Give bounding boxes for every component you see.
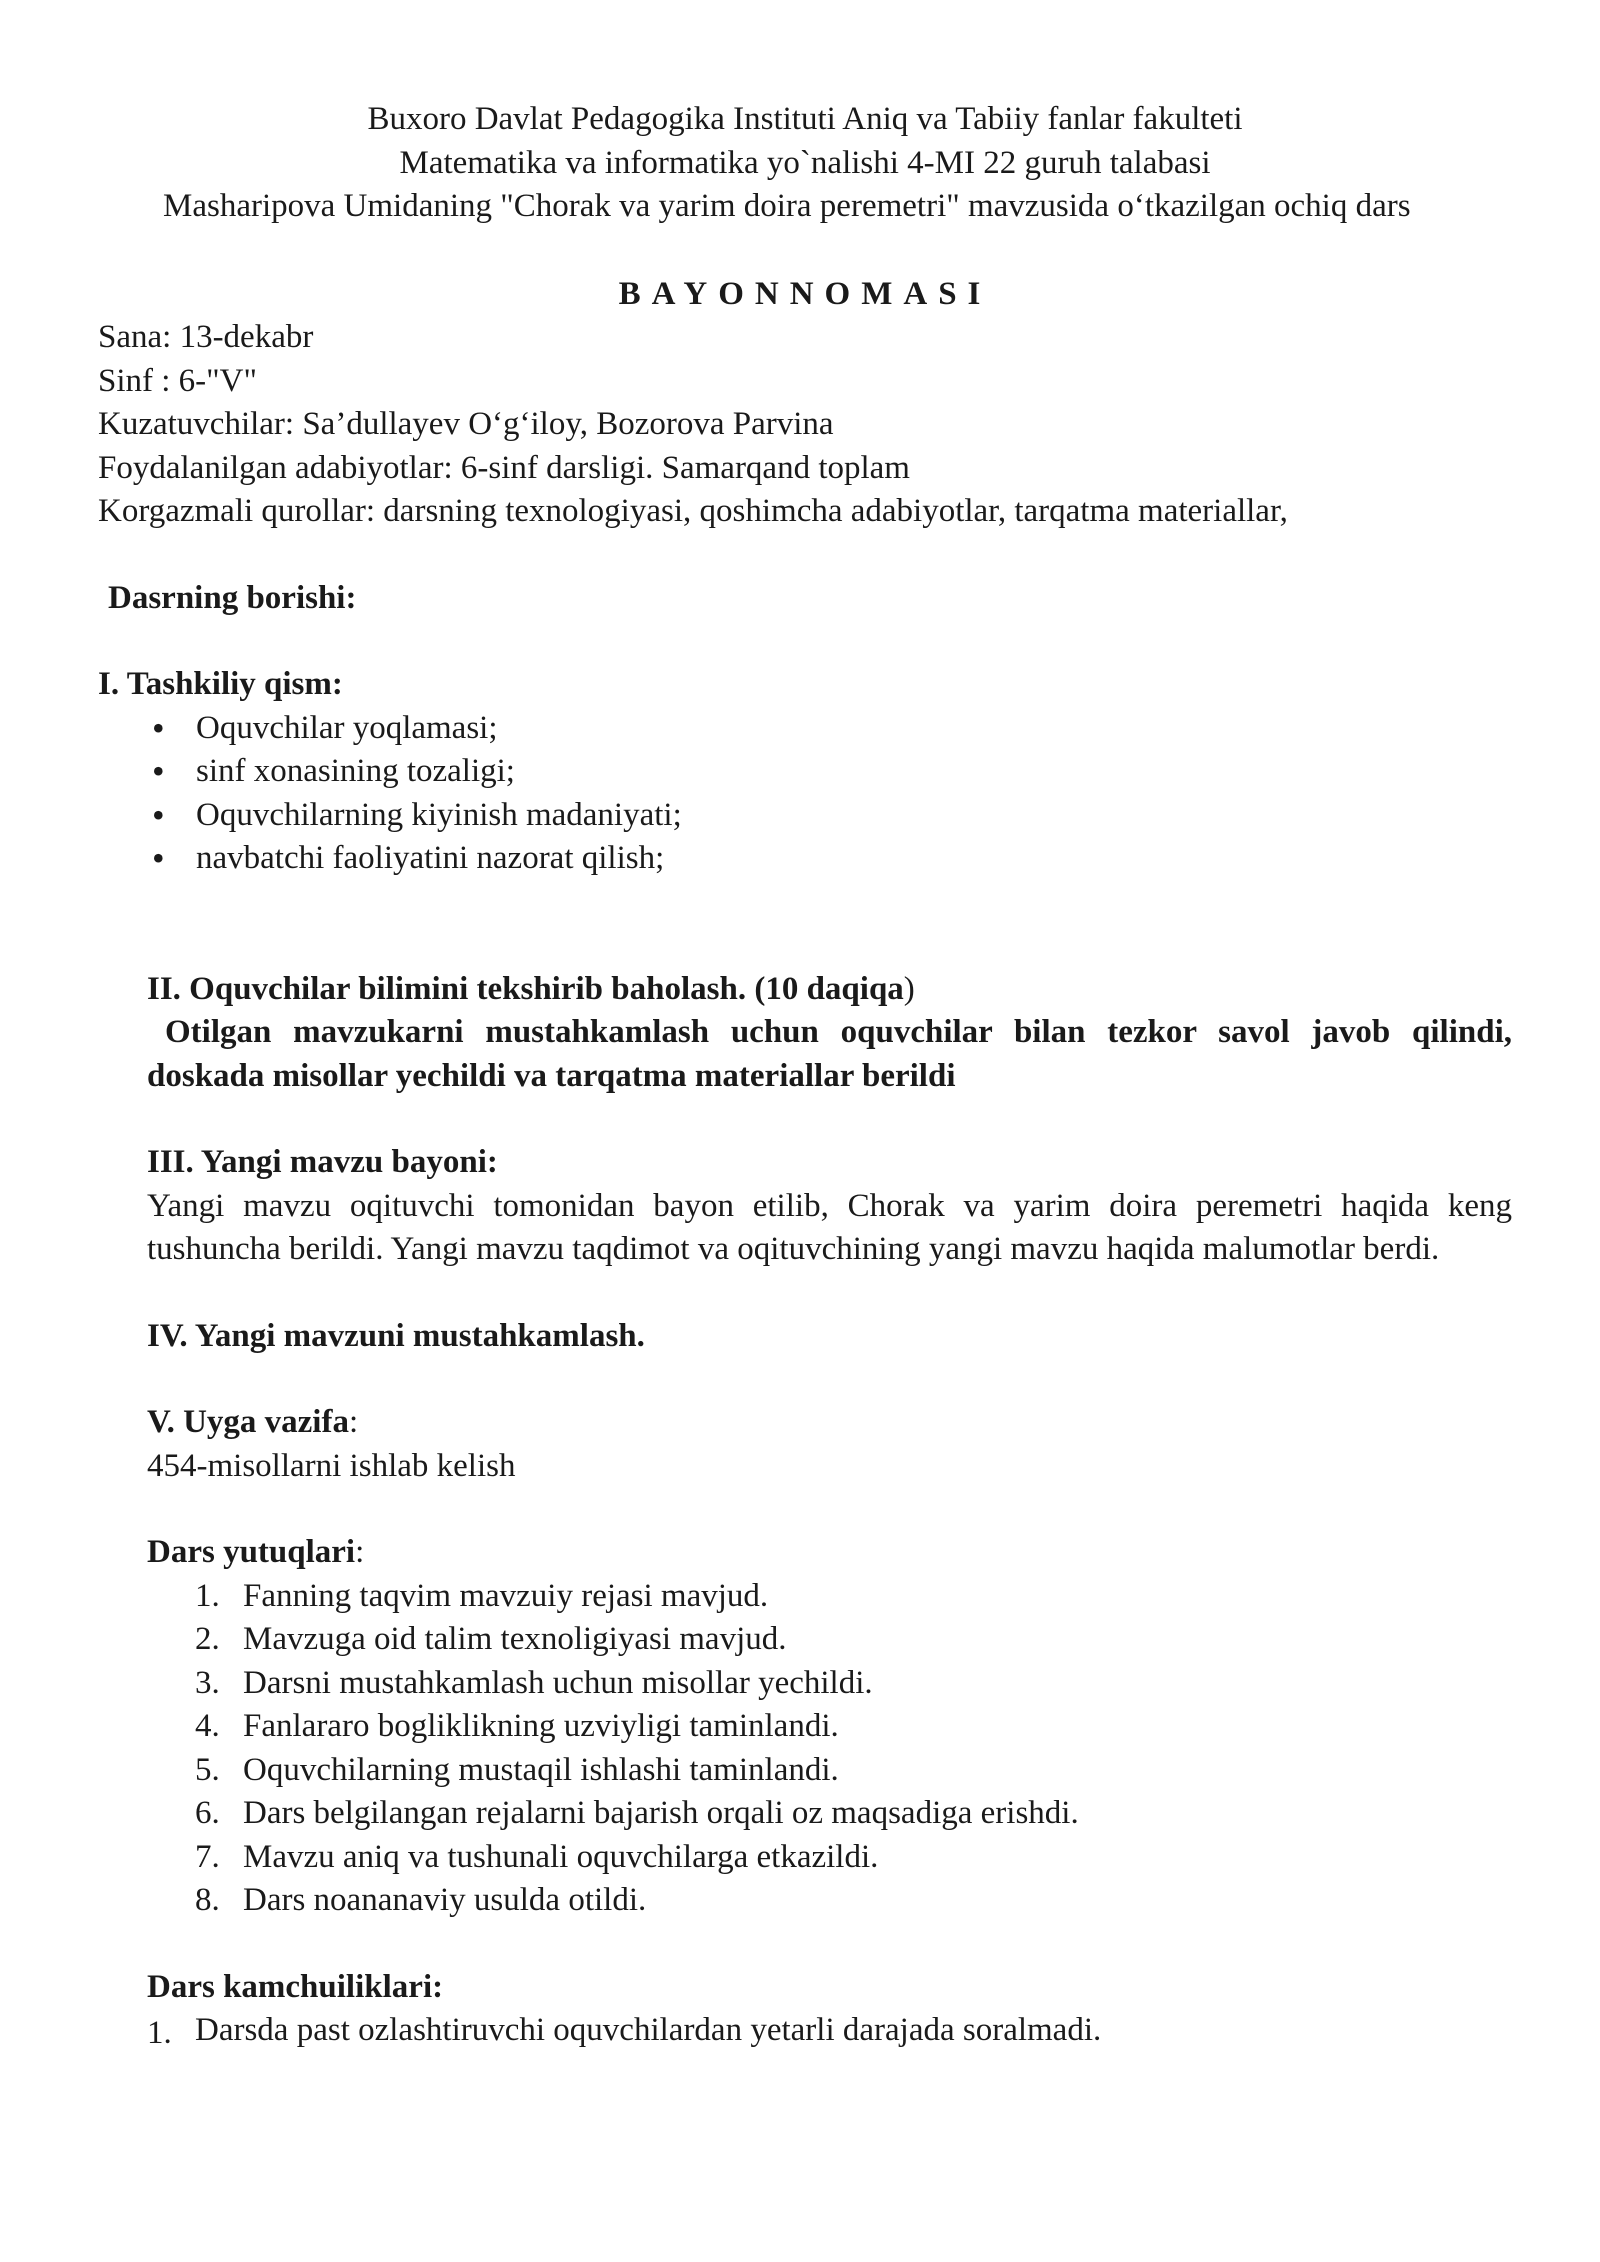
list-item-text: Dars noananaviy usulda otildi. bbox=[243, 1882, 647, 1918]
document-title: BAYONNOMASI bbox=[618, 275, 992, 312]
section1-heading: I. Tashkiliy qism: bbox=[98, 666, 343, 702]
section5-body: 454-misollarni ishlab kelish bbox=[147, 1447, 516, 1484]
list-item-number: 8. bbox=[195, 1882, 220, 1918]
info-class: Sinf : 6-"V" bbox=[98, 362, 257, 399]
achievements-heading-text: Dars yutuqlari bbox=[147, 1534, 356, 1570]
section5-heading-colon: : bbox=[348, 1404, 359, 1440]
list-item-number: 2. bbox=[195, 1621, 220, 1657]
list-item-text: Darsni mustahkamlash uchun misollar yechildi. bbox=[243, 1664, 873, 1701]
section2-body: Otilgan mavzukarni mustahkamlash uchun oquvchilar bilan tezkor savol javob qilindi, doskada misollar yechildi va tarqatma materiallar berildi bbox=[147, 1014, 1512, 1094]
list-item: • navbatchi faoliyatini nazorat qilish; bbox=[152, 837, 1512, 881]
info-literature: Foydalanilgan adabiyotlar: 6-sinf darsligi. Samarqand toplam bbox=[98, 449, 910, 486]
section2-heading bbox=[98, 968, 1512, 1012]
section1-list bbox=[98, 707, 1512, 881]
info-observers: Kuzatuvchilar: Sa’dullayev O‘g‘iloy, Bozorova Parvina bbox=[98, 406, 834, 442]
section4-heading: IV. Yangi mavzuni mustahkamlash. bbox=[147, 1317, 645, 1354]
list-item-number: 1. bbox=[195, 1577, 220, 1614]
list-item-text: Fanlararo bogliklikning uzviyligi taminlandi. bbox=[243, 1708, 839, 1744]
section2-heading-close: ) bbox=[903, 970, 915, 1007]
shortcomings-item bbox=[98, 2009, 1512, 2053]
list-item-text: Mavzuga oid talim texnoligiyasi mavjud. bbox=[243, 1621, 787, 1657]
header-student-group: Matematika va informatika yo`nalishi 4-MI 22 guruh talabasi bbox=[399, 144, 1211, 181]
list-item-number: 3. bbox=[195, 1664, 220, 1701]
achievements-list bbox=[98, 1575, 1512, 1923]
list-item bbox=[195, 1836, 1512, 1880]
list-item-text: Mavzu aniq va tushunali oquvchilarga etkazildi. bbox=[243, 1838, 879, 1875]
achievements-heading bbox=[98, 1531, 1512, 1575]
info-materials: Korgazmali qurollar: darsning texnologiyasi, qoshimcha adabiyotlar, tarqatma materiallar, bbox=[98, 493, 1288, 529]
lesson-heading: Dasrning borishi: bbox=[108, 579, 357, 616]
list-item bbox=[195, 1618, 1512, 1662]
section3-body: Yangi mavzu oqituvchi tomonidan bayon etilib, Chorak va yarim doira peremetri haqida keng tushuncha berildi. Yangi mavzu taqdimot va oqituvchining yangi mavzu haqida malumotlar berdi. bbox=[147, 1187, 1512, 1267]
section5-heading bbox=[98, 1401, 1512, 1445]
list-item bbox=[195, 1749, 1512, 1793]
list-item bbox=[195, 1662, 1512, 1706]
shortcomings-heading: Dars kamchuiliklari: bbox=[147, 1968, 444, 2005]
list-item-number: 7. bbox=[195, 1838, 220, 1875]
list-item bbox=[195, 1705, 1512, 1749]
list-item bbox=[195, 1575, 1512, 1619]
list-item-number: 6. bbox=[195, 1795, 220, 1831]
list-item bbox=[195, 1792, 1512, 1836]
list-item-text: Oquvchilarning mustaqil ishlashi taminlandi. bbox=[243, 1751, 839, 1788]
list-item-number: 4. bbox=[195, 1708, 220, 1744]
list-item: • sinf xonasining tozaligi; bbox=[152, 750, 1512, 794]
list-item bbox=[147, 2012, 1102, 2051]
header-lesson-topic: Masharipova Umidaning "Chorak va yarim doira peremetri" mavzusida o‘tkazilgan ochiq dars bbox=[163, 188, 1411, 224]
section5-heading-text: V. Uyga vazifa bbox=[147, 1404, 349, 1440]
document-page bbox=[98, 98, 1512, 2053]
list-item-text: Darsda past ozlashtiruvchi oquvchilardan yetarli darajada soralmadi. bbox=[195, 2012, 1102, 2048]
list-item: • Oquvchilar yoqlamasi; bbox=[152, 707, 1512, 751]
list-item-text: Fanning taqvim mavzuiy rejasi mavjud. bbox=[243, 1577, 769, 1614]
achievements-heading-colon: : bbox=[355, 1534, 365, 1570]
section2-heading-text: II. Oquvchilar bilimini tekshirib baholash. (10 daqiqa bbox=[147, 970, 904, 1007]
list-item bbox=[195, 1879, 1512, 1923]
info-date: Sana: 13-dekabr bbox=[98, 319, 314, 355]
list-item-number: 5. bbox=[195, 1751, 220, 1788]
list-item: • Oquvchilarning kiyinish madaniyati; bbox=[152, 794, 1512, 838]
list-item-text: Dars belgilangan rejalarni bajarish orqali oz maqsadiga erishdi. bbox=[243, 1795, 1079, 1831]
list-item-number: 1. bbox=[147, 2015, 172, 2051]
header-institute: Buxoro Davlat Pedagogika Instituti Aniq va Tabiiy fanlar fakulteti bbox=[367, 101, 1243, 137]
section3-heading: III. Yangi mavzu bayoni: bbox=[147, 1144, 498, 1180]
